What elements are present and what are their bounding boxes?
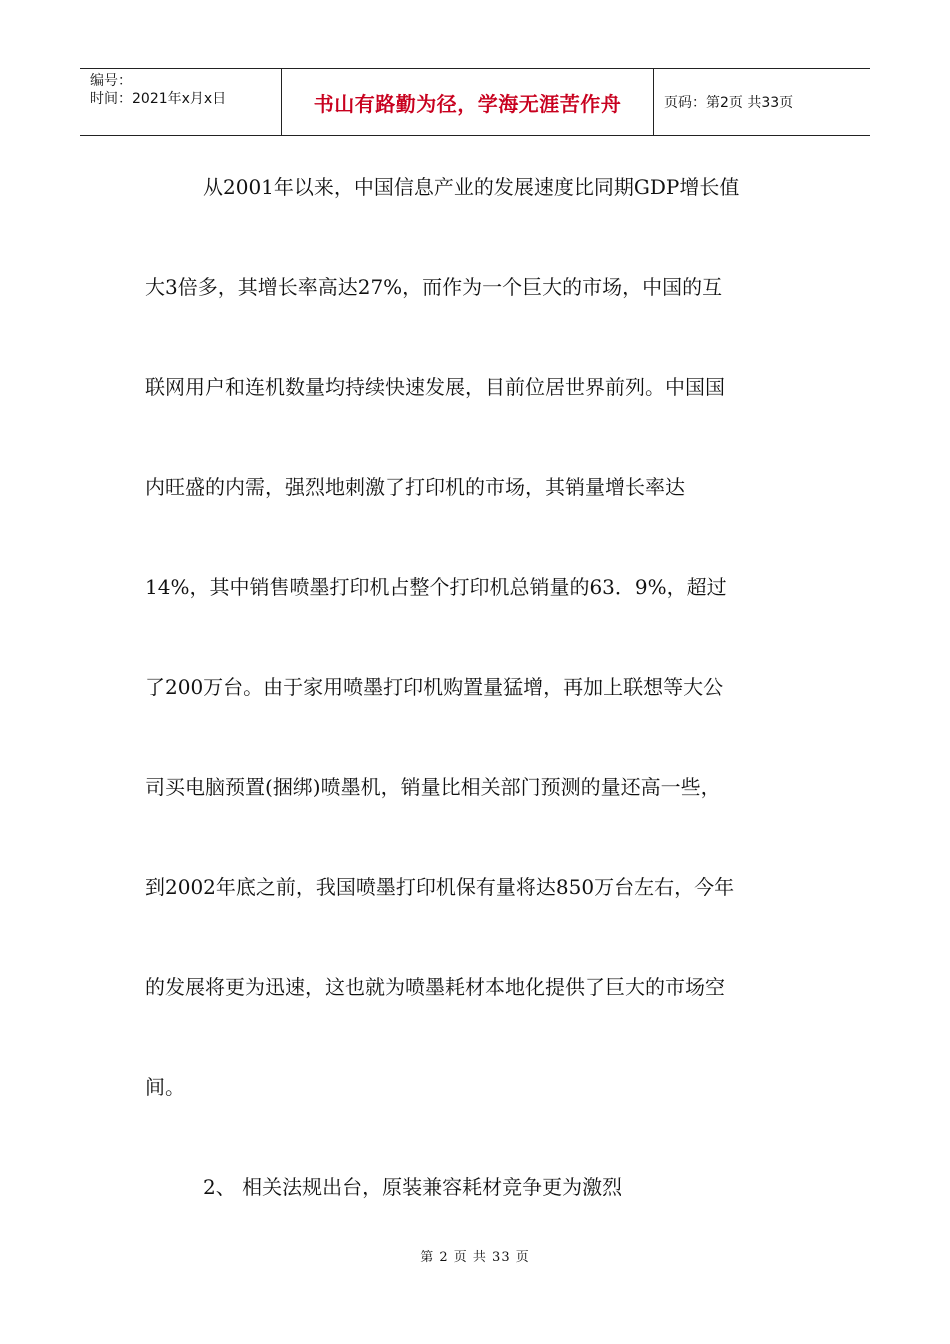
document-body — [145, 160, 815, 1260]
header-meta — [80, 69, 282, 135]
header-motto-cell — [282, 69, 654, 135]
time-label: 时间：2021年x月x日 — [90, 91, 227, 107]
paragraph-line: 内旺盛的内需，强烈地刺激了打印机的市场，其销量增长率达 — [145, 475, 685, 499]
paragraph-line: 间。 — [145, 1075, 185, 1099]
paragraph-line: 大3倍多，其增长率高达27%，而作为一个巨大的市场，中国的互 — [145, 275, 723, 299]
page-info: 页码：第2页 共33页 — [664, 95, 794, 111]
page-footer: 第 2 页 共 33 页 — [420, 1250, 530, 1265]
paragraph-line: 到2002年底之前，我国喷墨打印机保有量将达850万台左右，今年 — [145, 875, 735, 899]
paragraph-line: 司买电脑预置(捆绑)喷墨机，销量比相关部门预测的量还高一些， — [145, 775, 721, 799]
paragraph-line: 了200万台。由于家用喷墨打印机购置量猛增，再加上联想等大公 — [145, 675, 724, 699]
header-page-cell — [654, 69, 870, 135]
section-heading: 2、 相关法规出台，原装兼容耗材竞争更为激烈 — [203, 1175, 623, 1199]
code-label: 编号： — [90, 73, 132, 89]
motto-text: 书山有路勤为径，学海无涯苦作舟 — [313, 91, 622, 116]
page-header — [80, 68, 870, 136]
paragraph-line: 从2001年以来，中国信息产业的发展速度比同期GDP增长值 — [203, 175, 740, 199]
paragraph-line: 联网用户和连机数量均持续快速发展，目前位居世界前列。中国国 — [145, 375, 725, 399]
paragraph-line: 的发展将更为迅速，这也就为喷墨耗材本地化提供了巨大的市场空 — [145, 975, 725, 999]
paragraph-line: 14%，其中销售喷墨打印机占整个打印机总销量的63．9%，超过 — [145, 575, 727, 599]
